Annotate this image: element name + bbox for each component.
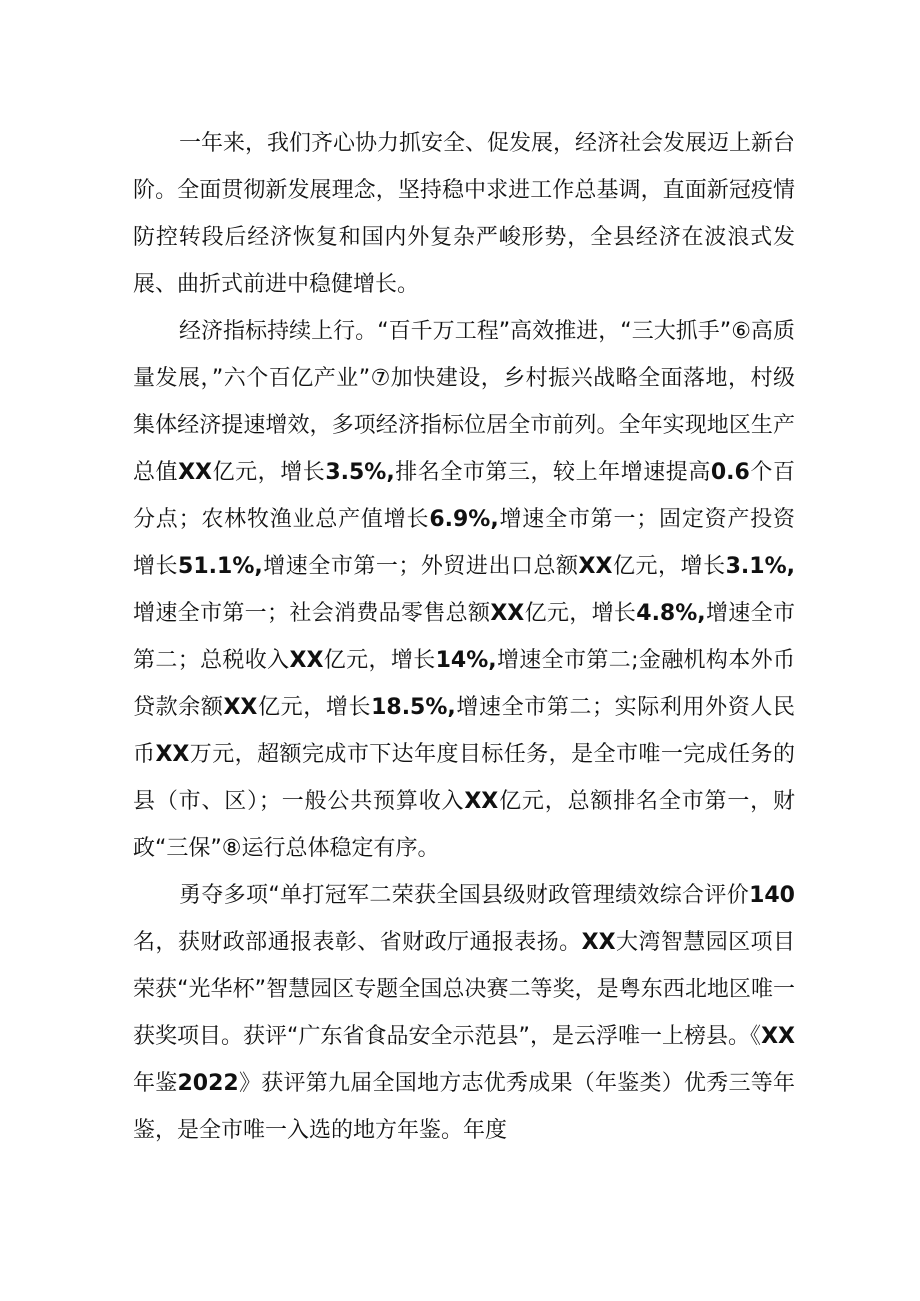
text-run: 增速全市第二；实际利用外资人民币: [133, 695, 795, 767]
text-run: 一年来，我们齐心协力抓安全、促发展，经济社会发展迈上新台阶。全面贯彻新发展理念，坚持稳中求进工作总基调，直面新冠疫情防控转段后经济恢复和国内外复杂严峻形势，全县经济在波浪式发展、曲折式前进中稳健增长。: [133, 131, 796, 297]
text-run: 增速全市第二;金融机构本外币贷款余额: [133, 648, 795, 720]
bold-figure: 3.5%,: [325, 460, 395, 485]
text-run: 名，获财政部通报表彰、省财政厅通报表扬。: [133, 930, 582, 955]
bold-figure: 18.5%,: [371, 695, 456, 720]
text-run: 个百分点；农林牧渔业总产值增长: [133, 460, 795, 532]
bold-figure: XX: [223, 695, 258, 720]
text-run: 经济指标持续上行。“百千万工程”高效推进，“三大抓手”⑥高质量发展，”六个百亿产业”⑦加快建设，乡村振兴战略全面落地，村级集体经济提速增效，多项经济指标位居全市前列。全年实现地区生产总值: [133, 319, 795, 485]
text-run: 增速全市第一；外贸进出口总额: [262, 554, 579, 579]
bold-figure: 3.1%,: [725, 554, 795, 579]
bold-figure: XX: [581, 930, 616, 955]
text-run: 排名全市第三，较上年增速提高: [394, 460, 711, 485]
paragraph-honors: [133, 872, 795, 1154]
bold-figure: 0.6: [710, 460, 750, 485]
bold-figure: XX: [490, 601, 525, 626]
text-run: 增速全市第二；总税收入: [133, 601, 795, 673]
text-run: 亿元，增长: [524, 601, 637, 626]
bold-figure: 2022: [177, 1071, 239, 1096]
text-run: 增速全市第一；固定资产投资增长: [133, 507, 795, 579]
bold-figure: 4.8%,: [636, 601, 706, 626]
bold-figure: XX: [761, 1024, 795, 1049]
text-run: 大湾智慧园区项目荣获“光华杯”智慧园区专题全国总决赛二等奖，是粤东西北地区唯一获奖项目。获评“广东省食品安全示范县”，是云浮唯一上榜县。《: [133, 930, 795, 1049]
text-run: 年鉴: [133, 1071, 178, 1096]
bold-figure: XX: [578, 554, 613, 579]
text-run: 亿元，增长: [257, 695, 372, 720]
text-run: 勇夺多项“单打冠军二荣获全国县级财政管理绩效综合评价: [179, 883, 750, 908]
text-run: 增速全市第一；社会消费品零售总额: [133, 601, 491, 626]
paragraph-overview: [133, 120, 795, 308]
bold-figure: XX: [178, 460, 213, 485]
paragraph-economic-indicators: [133, 308, 795, 872]
text-run: 万元，超额完成市下达年度目标任务，是全市唯一完成任务的县（市、区）；一般公共预算收入: [133, 742, 795, 814]
text-run: 亿元，增长: [612, 554, 726, 579]
bold-figure: 6.9%,: [429, 507, 499, 532]
text-run: 》获评第九届全国地方志优秀成果（年鉴类）优秀三等年鉴，是全市唯一入选的地方年鉴。年度: [133, 1071, 795, 1143]
bold-figure: 51.1%,: [178, 554, 263, 579]
bold-figure: 140: [749, 883, 795, 908]
bold-figure: XX: [289, 648, 324, 673]
document-body: [133, 120, 795, 1154]
text-run: 亿元，增长: [212, 460, 326, 485]
text-run: 亿元，总额排名全市第一，财政“三保”⑧运行总体稳定有序。: [133, 789, 795, 861]
bold-figure: XX: [155, 742, 190, 767]
bold-figure: XX: [464, 789, 499, 814]
text-run: 亿元，增长: [323, 648, 436, 673]
bold-figure: 14%,: [435, 648, 497, 673]
